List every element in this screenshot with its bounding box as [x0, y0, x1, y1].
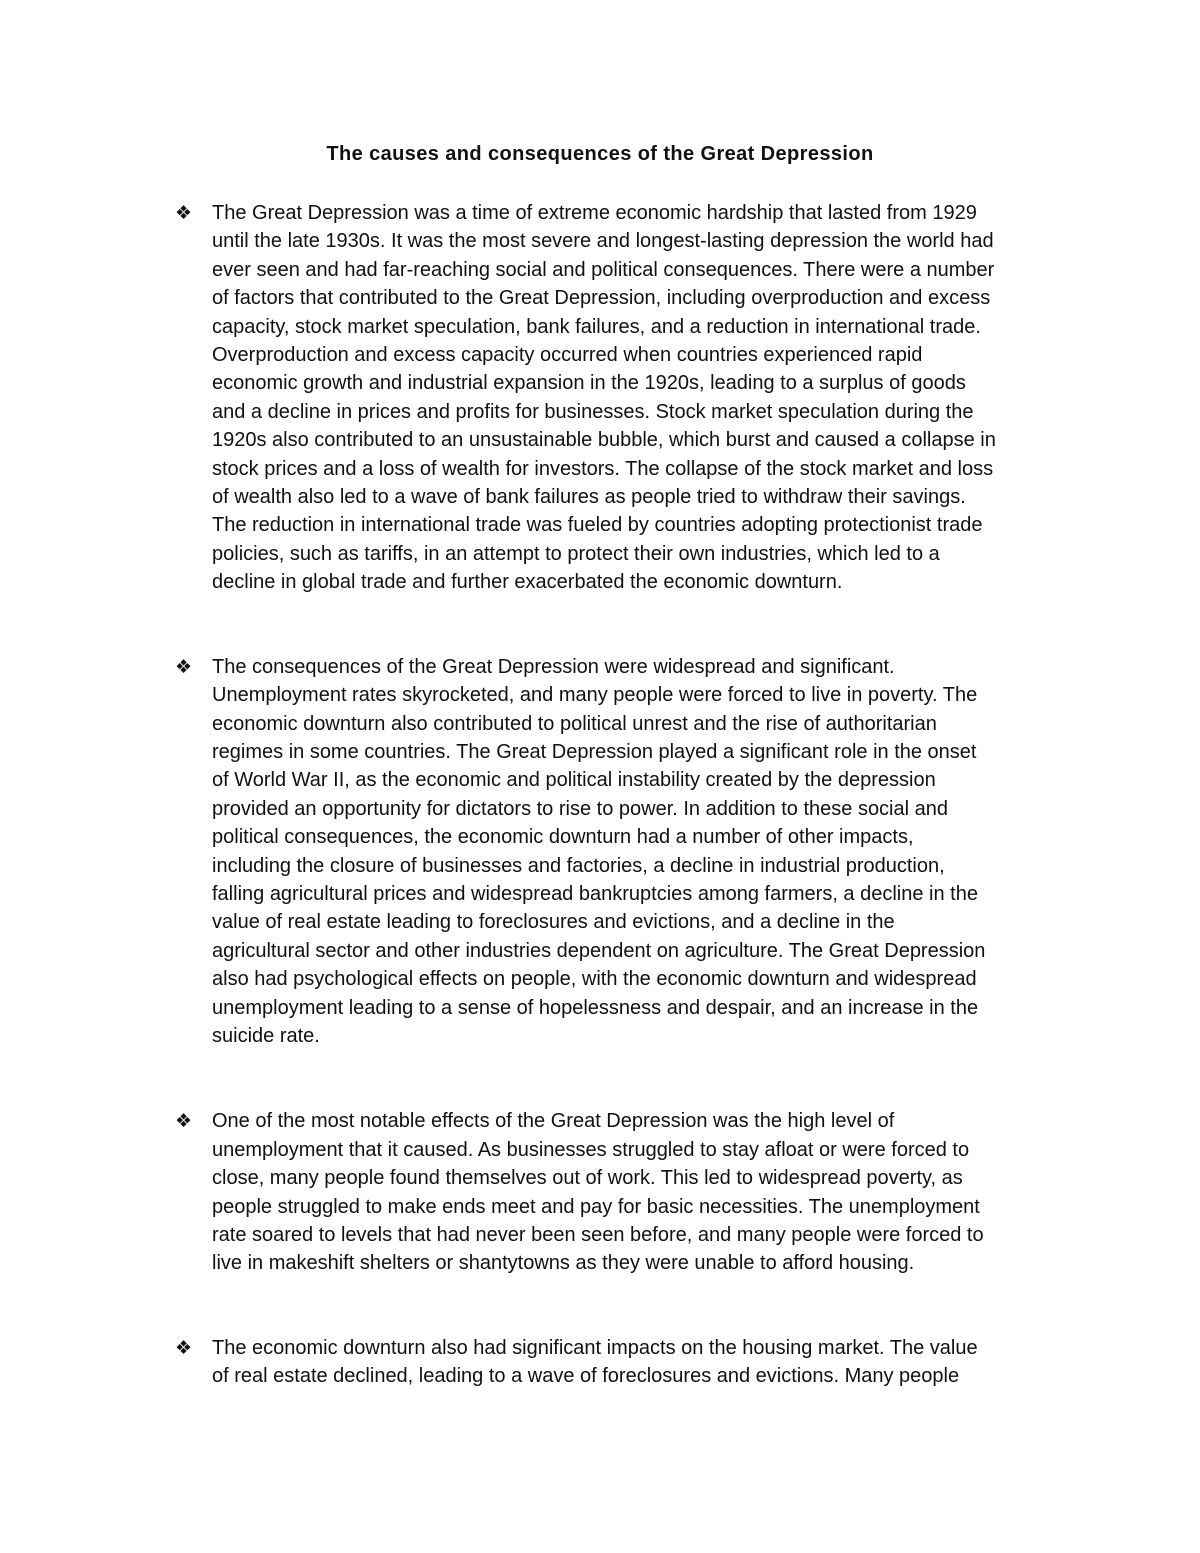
paragraph-text	[212, 1334, 1067, 1391]
paragraph-line: of World War II, as the economic and political instability created by the depression	[212, 769, 936, 792]
bullet-paragraph-1	[175, 199, 1075, 597]
paragraph-line: unemployment leading to a sense of hopelessness and despair, and an increase in the	[212, 996, 979, 1019]
paragraph-line: until the late 1930s. It was the most severe and longest-lasting depression the world had	[212, 230, 994, 253]
paragraph-text	[212, 653, 1067, 1051]
paragraph-line: people struggled to make ends meet and pay for basic necessities. The unemployment	[212, 1195, 980, 1218]
paragraph-line: The Great Depression was a time of extreme economic hardship that lasted from 1929	[212, 202, 977, 224]
paragraph-line: suicide rate.	[212, 1024, 320, 1047]
paragraph-line: Overproduction and excess capacity occurred when countries experienced rapid	[212, 344, 923, 367]
bullet-paragraph-2	[175, 653, 1075, 1051]
bullet-paragraph-4	[175, 1334, 1075, 1391]
paragraph-line: The consequences of the Great Depression were widespread and significant.	[212, 655, 895, 678]
paragraph-line: and a decline in prices and profits for businesses. Stock market speculation during the	[212, 400, 974, 423]
paragraph-line: including the closure of businesses and factories, a decline in industrial production,	[212, 854, 945, 877]
paragraph-line: regimes in some countries. The Great Depression played a significant role in the onset	[212, 740, 977, 763]
paragraph-line: stock prices and a loss of wealth for investors. The collapse of the stock market and loss	[212, 457, 994, 480]
paragraph-line: of wealth also led to a wave of bank failures as people tried to withdraw their savings.	[212, 486, 966, 509]
paragraph-line: of factors that contributed to the Great Depression, including overproduction and excess	[212, 287, 991, 310]
paragraph-line: political consequences, the economic downturn had a number of other impacts,	[212, 826, 914, 849]
document-title: The causes and consequences of the Great Depression	[326, 143, 874, 165]
paragraph-line: close, many people found themselves out of work. This led to widespread poverty, as	[212, 1167, 963, 1190]
paragraph-text	[212, 1107, 1067, 1277]
paragraph-line: also had psychological effects on people, with the economic downturn and widespread	[212, 968, 977, 991]
bullet-paragraph-3	[175, 1107, 1075, 1277]
bullet-list	[175, 199, 1075, 1447]
paragraph-line: economic growth and industrial expansion in the 1920s, leading to a surplus of goods	[212, 372, 966, 395]
diamond-bullet-icon: ❖	[175, 1336, 193, 1359]
paragraph-line: provided an opportunity for dictators to rise to power. In addition to these social and	[212, 797, 948, 820]
paragraph-line: of real estate declined, leading to a wave of foreclosures and evictions. Many people	[212, 1365, 960, 1388]
paragraph-line: agricultural sector and other industries dependent on agriculture. The Great Depression	[212, 939, 986, 962]
diamond-bullet-icon: ❖	[175, 1110, 193, 1133]
paragraph-text	[212, 199, 1067, 597]
paragraph-line: One of the most notable effects of the Great Depression was the high level of	[212, 1110, 895, 1133]
diamond-bullet-icon: ❖	[175, 655, 193, 678]
paragraph-line: The economic downturn also had significant impacts on the housing market. The value	[212, 1336, 978, 1359]
paragraph-line: falling agricultural prices and widespread bankruptcies among farmers, a decline in the	[212, 882, 978, 905]
paragraph-line: capacity, stock market speculation, bank failures, and a reduction in international trade.	[212, 315, 981, 338]
paragraph-line: The reduction in international trade was fueled by countries adopting protectionist trade	[212, 514, 983, 537]
paragraph-line: live in makeshift shelters or shantytowns as they were unable to afford housing.	[212, 1252, 915, 1275]
paragraph-line: Unemployment rates skyrocketed, and many people were forced to live in poverty. The	[212, 684, 978, 707]
paragraph-line: decline in global trade and further exacerbated the economic downturn.	[212, 571, 843, 594]
paragraph-line: value of real estate leading to foreclosures and evictions, and a decline in the	[212, 911, 895, 934]
paragraph-line: policies, such as tariffs, in an attempt to protect their own industries, which led to a	[212, 542, 940, 565]
diamond-bullet-icon: ❖	[175, 202, 193, 224]
paragraph-line: 1920s also contributed to an unsustainable bubble, which burst and caused a collapse in	[212, 429, 996, 452]
paragraph-line: unemployment that it caused. As businesses struggled to stay afloat or were forced to	[212, 1138, 970, 1161]
paragraph-line: rate soared to levels that had never been seen before, and many people were forced to	[212, 1224, 984, 1246]
paragraph-line: economic downturn also contributed to political unrest and the rise of authoritarian	[212, 712, 937, 735]
paragraph-line: ever seen and had far-reaching social and political consequences. There were a number	[212, 258, 995, 281]
